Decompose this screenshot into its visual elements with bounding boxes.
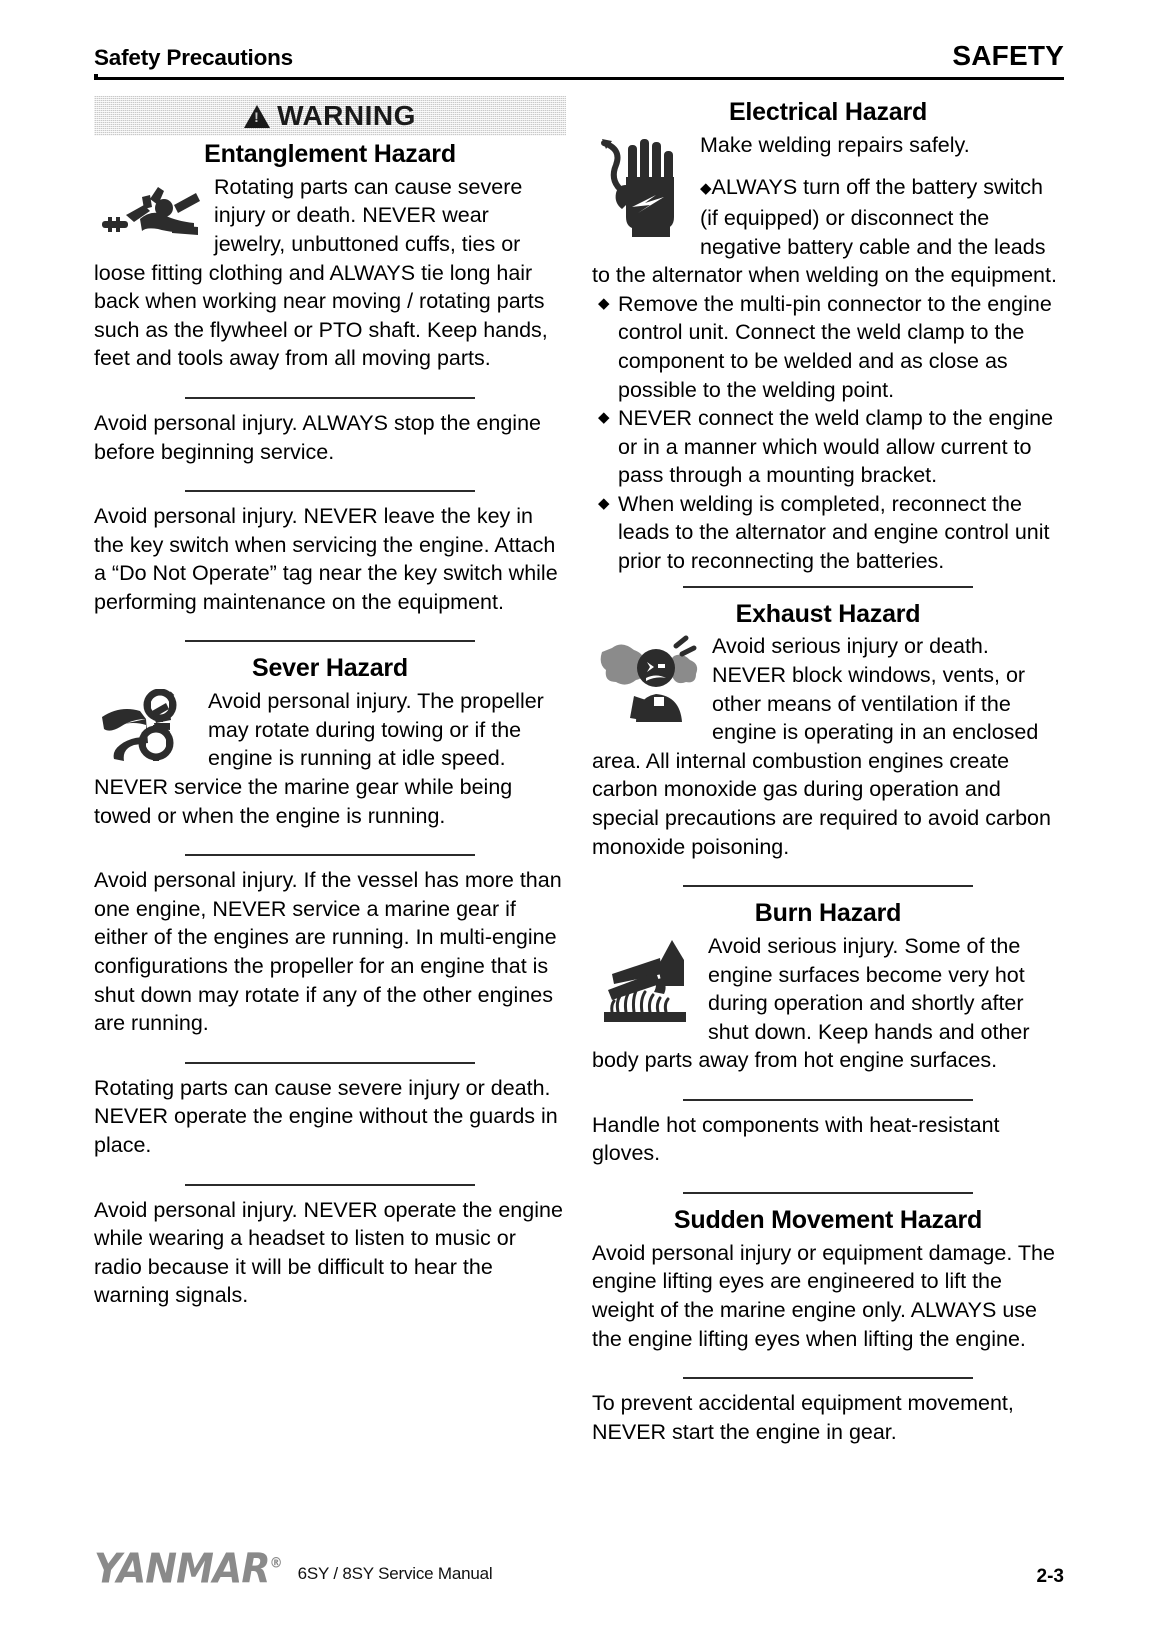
sever-hazard-text-3: Rotating parts can cause severe injury or death. NEVER operate the engine without the guards in place. — [94, 1075, 558, 1157]
heading-sudden-movement-hazard: Sudden Movement Hazard — [673, 1206, 983, 1235]
heading-entanglement-hazard: Entanglement Hazard — [204, 140, 456, 168]
burn-hazard-block-2 — [592, 1111, 1064, 1168]
sever-hazard-text-1: Avoid personal injury. The propeller may rotate during towing or if the engine is running at idle speed. NEVER service the marine gear while being towed or when the engine is running. — [94, 689, 544, 828]
entanglement-hazard-block — [94, 173, 566, 373]
burn-hazard-text-2: Handle hot components with heat-resistant gloves. — [592, 1112, 1000, 1166]
electrical-hazard-bullet-1-text: ALWAYS turn off the battery switch (if equipped) or disconnect the negative battery cable and the leads to the alternator when welding on the equipment. — [592, 175, 1057, 288]
footer-manual-title: 6SY / 8SY Service Manual — [297, 1564, 493, 1583]
yanmar-logo — [94, 1544, 282, 1592]
entanglement-hazard-text-2: Avoid personal injury. ALWAYS stop the engine before beginning service. — [94, 410, 541, 464]
section-divider — [94, 387, 566, 409]
section-divider — [592, 875, 1064, 897]
list-item — [592, 490, 1064, 576]
warning-banner-label: WARNING — [277, 100, 416, 131]
section-divider — [94, 630, 566, 652]
electrical-hazard-bullet-4-text: When welding is completed, reconnect the leads to the alternator and engine control unit prior to reconnecting the batteries. — [618, 491, 1050, 574]
footer-left — [94, 1544, 493, 1592]
bullet-diamond-icon: ◆ — [598, 294, 610, 312]
bullet-diamond-icon: ◆ — [598, 409, 610, 427]
heading-exhaust-hazard: Exhaust Hazard — [735, 599, 921, 628]
exhaust-hazard-block — [592, 632, 1064, 861]
entanglement-hazard-block-2 — [94, 409, 566, 466]
hand-electric-shock-icon — [598, 133, 690, 241]
section-divider — [94, 1052, 566, 1074]
sever-hazard-block-2 — [94, 866, 566, 1038]
sever-hazard-text-2: Avoid personal injury. If the vessel has more than one engine, NEVER service a marine gear if either of the engines are running. In multi-engine configurations the propeller for an engine that is shut down may rotate if any of the other engines are running. — [94, 868, 562, 1036]
electrical-hazard-block — [592, 131, 1064, 290]
section-divider — [94, 1174, 566, 1196]
sudden-movement-hazard-text-2: To prevent accidental equipment movement, NEVER start the engine in gear. — [592, 1391, 1014, 1444]
bullet-diamond-icon: ◆ — [700, 180, 712, 198]
bullet-diamond-icon: ◆ — [598, 494, 610, 512]
burn-hazard-block — [592, 932, 1064, 1075]
page-header-left-title: Safety Precautions — [94, 45, 293, 70]
warning-banner-content — [244, 100, 416, 132]
person-breathing-exhaust-fumes-icon — [598, 634, 702, 722]
sudden-movement-hazard-block-2 — [592, 1389, 1064, 1446]
section-divider — [592, 576, 1064, 598]
list-item — [592, 404, 1064, 490]
section-divider — [592, 1182, 1064, 1204]
entanglement-hazard-block-3 — [94, 502, 566, 616]
sever-hazard-block-3 — [94, 1074, 566, 1160]
section-divider — [94, 480, 566, 502]
page-header — [94, 40, 1064, 72]
electrical-hazard-bullet-3-text: NEVER connect the weld clamp to the engine or in a manner which would allow current to pass through a mounting bracket. — [618, 406, 1054, 488]
entanglement-hazard-text-1: Rotating parts can cause severe injury or death. NEVER wear jewelry, unbuttoned cuffs, ties or loose fitting clothing and ALWAYS tie long hair back when working near moving / rotating parts such as the flywheel or PTO shaft. Keep hands, feet and tools away from all moving parts. — [94, 174, 548, 371]
hand-caught-in-gears-icon — [100, 689, 198, 771]
yanmar-logo-text: YANMAR — [94, 1544, 270, 1592]
sever-hazard-text-4: Avoid personal injury. NEVER operate the engine while wearing a headset to listen to music or radio because it will be difficult to hear the warning signals. — [94, 1197, 563, 1308]
burn-hazard-text-1: Avoid serious injury. Some of the engine surfaces become very hot during operation and shortly after shut down. Keep hands and other body parts away from hot engine surfaces. — [592, 933, 1030, 1073]
heading-sever-hazard: Sever Hazard — [251, 654, 409, 683]
electrical-hazard-intro: Make welding repairs safely. — [700, 132, 970, 157]
warning-banner — [94, 96, 566, 136]
registered-trademark-icon: ® — [269, 1555, 282, 1572]
sudden-movement-hazard-text-1: Avoid personal injury or equipment damage. The engine lifting eyes are engineered to lift the weight of the marine engine only. ALWAYS use the engine lifting eyes when lifting the engine. — [592, 1240, 1055, 1351]
heading-electrical-hazard: Electrical Hazard — [728, 98, 928, 126]
sever-hazard-block — [94, 687, 566, 830]
page-header-right-title: SAFETY — [952, 40, 1064, 71]
left-column — [94, 96, 566, 1310]
header-rule — [94, 77, 1064, 80]
footer-page-number: 2-3 — [1036, 1566, 1064, 1587]
right-column — [592, 96, 1064, 1446]
sudden-movement-hazard-block-1 — [592, 1239, 1064, 1353]
section-divider — [94, 844, 566, 866]
list-item — [592, 290, 1064, 404]
section-divider — [592, 1089, 1064, 1111]
hand-over-hot-surface-icon — [598, 934, 698, 1022]
page-footer — [94, 1544, 1064, 1592]
electrical-hazard-bullet-2-text: Remove the multi-pin connector to the engine control unit. Connect the weld clamp to the component to be welded and as close as possible to the welding point. — [618, 291, 1052, 402]
heading-burn-hazard: Burn Hazard — [754, 899, 902, 928]
entanglement-hazard-text-3: Avoid personal injury. NEVER leave the key in the key switch when servicing the engine. Attach a “Do Not Operate” tag near the key switch while performing maintenance on the equipment. — [94, 504, 558, 614]
exhaust-hazard-text-1: Avoid serious injury or death. NEVER block windows, vents, or other means of ventilation if the engine is operating in an enclosed area. All internal combustion engines create carbon monoxide gas during operation and special precautions are required to avoid carbon monoxide poisoning. — [592, 634, 1051, 859]
entangled-person-rotating-shaft-icon — [100, 175, 204, 247]
warning-triangle-icon — [244, 105, 270, 128]
sever-hazard-block-4 — [94, 1196, 566, 1310]
section-divider — [592, 1367, 1064, 1389]
electrical-hazard-bullet-list — [592, 290, 1064, 576]
